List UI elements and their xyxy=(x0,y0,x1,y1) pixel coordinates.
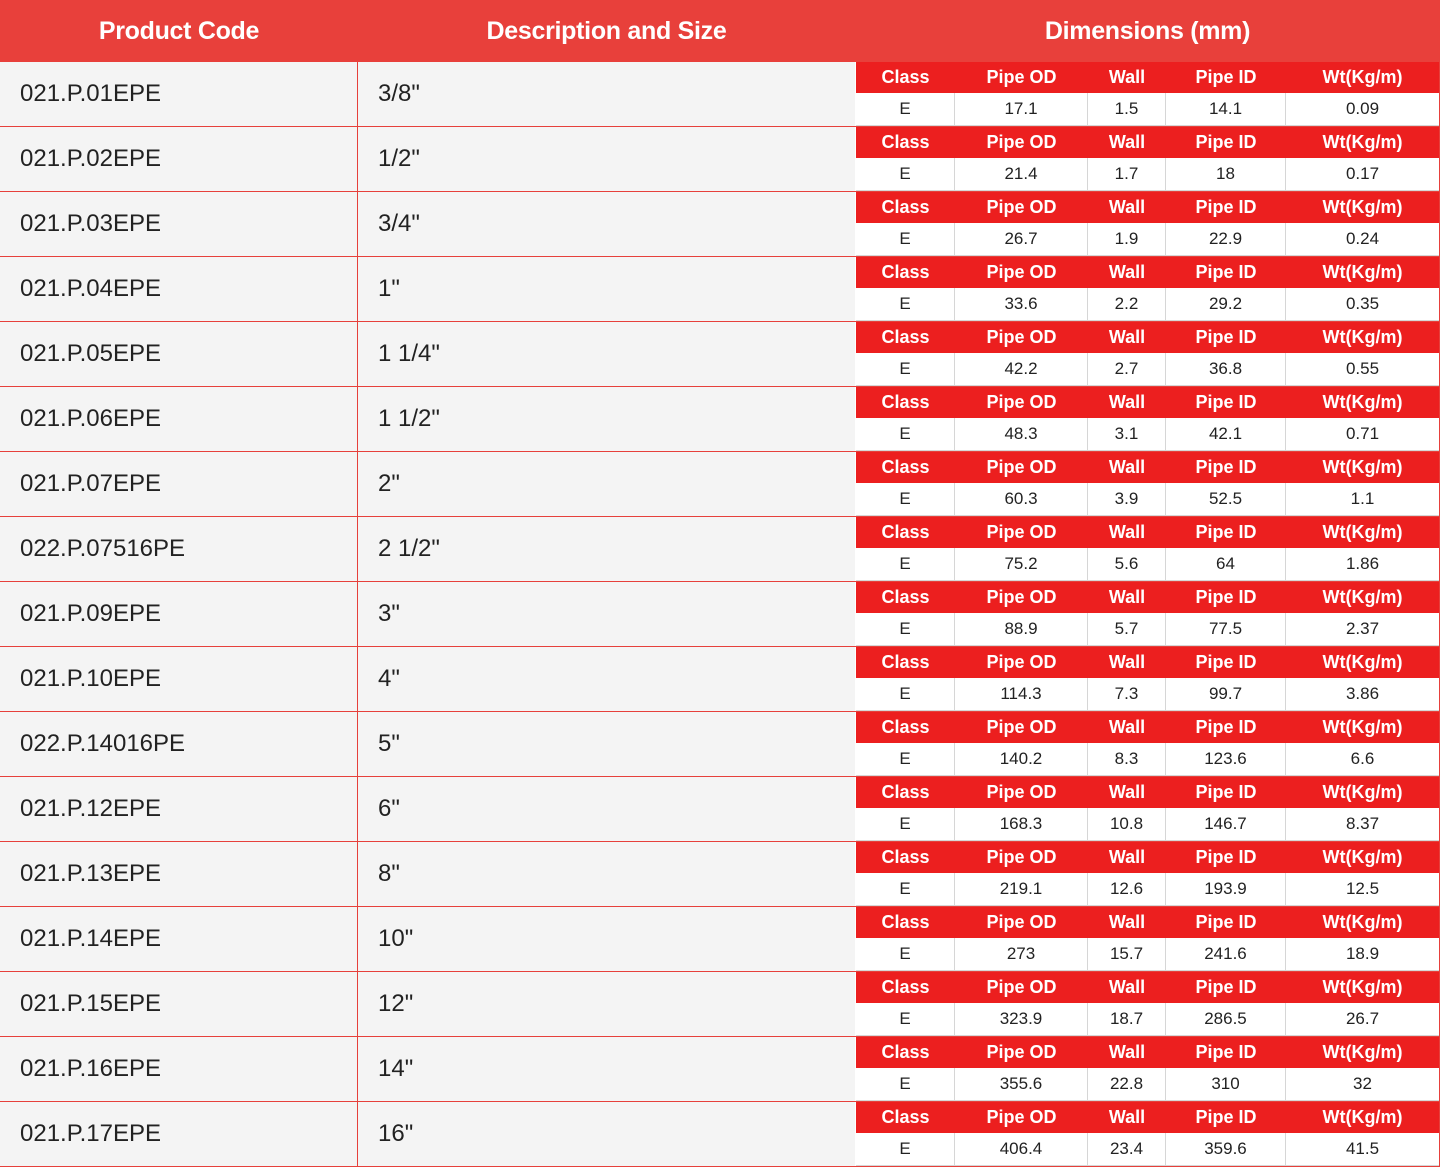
value-weight: 0.17 xyxy=(1286,158,1439,191)
size-cell: 8" xyxy=(358,842,855,906)
sub-header-pipe-id: Pipe ID xyxy=(1195,977,1257,997)
value-wall: 22.8 xyxy=(1088,1068,1166,1101)
value-pipe-id: 22.9 xyxy=(1166,223,1286,256)
size-cell: 4" xyxy=(358,647,855,711)
table-body xyxy=(0,62,1440,1167)
table-row xyxy=(0,907,1440,972)
sub-header-pipe-od: Pipe OD xyxy=(986,977,1057,997)
value-weight: 12.5 xyxy=(1286,873,1439,906)
value-pipe-od: 219.1 xyxy=(955,873,1088,906)
sub-header-class: Class xyxy=(881,67,930,87)
value-class: E xyxy=(856,743,955,776)
size-cell: 14" xyxy=(358,1037,855,1101)
sub-header-pipe-id: Pipe ID xyxy=(1195,327,1257,347)
dimensions-cell xyxy=(855,1102,1440,1166)
sub-header-weight: Wt(Kg/m) xyxy=(1322,132,1403,152)
sub-header-wall: Wall xyxy=(1108,457,1146,477)
value-weight: 3.86 xyxy=(1286,678,1439,711)
dimensions-values xyxy=(856,483,1439,516)
value-pipe-od: 168.3 xyxy=(955,808,1088,841)
value-weight: 0.24 xyxy=(1286,223,1439,256)
value-pipe-od: 21.4 xyxy=(955,158,1088,191)
value-weight: 2.37 xyxy=(1286,613,1439,646)
dimensions-sub-header xyxy=(856,842,1439,873)
dimensions-sub-header xyxy=(856,387,1439,418)
product-code-cell: 021.P.03EPE xyxy=(0,192,358,256)
value-pipe-id: 241.6 xyxy=(1166,938,1286,971)
value-weight: 26.7 xyxy=(1286,1003,1439,1036)
sub-header-class: Class xyxy=(881,327,930,347)
dimensions-cell xyxy=(855,842,1440,906)
value-wall: 3.1 xyxy=(1088,418,1166,451)
dimensions-values xyxy=(856,613,1439,646)
value-wall: 15.7 xyxy=(1088,938,1166,971)
sub-header-pipe-id: Pipe ID xyxy=(1195,392,1257,412)
value-pipe-od: 323.9 xyxy=(955,1003,1088,1036)
sub-header-weight: Wt(Kg/m) xyxy=(1322,652,1403,672)
value-wall: 1.7 xyxy=(1088,158,1166,191)
header-dimensions: Dimensions (mm) xyxy=(1044,16,1251,45)
table-row xyxy=(0,387,1440,452)
sub-header-weight: Wt(Kg/m) xyxy=(1322,67,1403,87)
sub-header-pipe-id: Pipe ID xyxy=(1195,132,1257,152)
sub-header-weight: Wt(Kg/m) xyxy=(1322,717,1403,737)
value-pipe-id: 36.8 xyxy=(1166,353,1286,386)
value-weight: 41.5 xyxy=(1286,1133,1439,1166)
sub-header-weight: Wt(Kg/m) xyxy=(1322,327,1403,347)
dimensions-sub-header xyxy=(856,777,1439,808)
sub-header-pipe-od: Pipe OD xyxy=(986,912,1057,932)
value-wall: 7.3 xyxy=(1088,678,1166,711)
sub-header-class: Class xyxy=(881,457,930,477)
dimensions-sub-header xyxy=(856,712,1439,743)
product-code-cell: 021.P.13EPE xyxy=(0,842,358,906)
value-wall: 18.7 xyxy=(1088,1003,1166,1036)
table-row xyxy=(0,322,1440,387)
value-class: E xyxy=(856,938,955,971)
sub-header-wall: Wall xyxy=(1108,977,1146,997)
sub-header-wall: Wall xyxy=(1108,392,1146,412)
sub-header-weight: Wt(Kg/m) xyxy=(1322,912,1403,932)
product-code-cell: 021.P.17EPE xyxy=(0,1102,358,1166)
sub-header-weight: Wt(Kg/m) xyxy=(1322,847,1403,867)
value-class: E xyxy=(856,678,955,711)
dimensions-sub-header xyxy=(856,582,1439,613)
dimensions-cell xyxy=(855,712,1440,776)
sub-header-weight: Wt(Kg/m) xyxy=(1322,197,1403,217)
sub-header-class: Class xyxy=(881,1042,930,1062)
dimensions-values xyxy=(856,353,1439,386)
sub-header-wall: Wall xyxy=(1108,327,1146,347)
table-row xyxy=(0,712,1440,777)
sub-header-wall: Wall xyxy=(1108,522,1146,542)
dimensions-values xyxy=(856,158,1439,191)
value-pipe-od: 60.3 xyxy=(955,483,1088,516)
sub-header-pipe-od: Pipe OD xyxy=(986,717,1057,737)
dimensions-cell xyxy=(855,127,1440,191)
dimensions-values xyxy=(856,223,1439,256)
value-pipe-od: 406.4 xyxy=(955,1133,1088,1166)
sub-header-weight: Wt(Kg/m) xyxy=(1322,1042,1403,1062)
value-pipe-id: 14.1 xyxy=(1166,93,1286,126)
value-wall: 3.9 xyxy=(1088,483,1166,516)
value-pipe-id: 64 xyxy=(1166,548,1286,581)
size-cell: 5" xyxy=(358,712,855,776)
size-cell: 6" xyxy=(358,777,855,841)
sub-header-class: Class xyxy=(881,782,930,802)
value-wall: 5.7 xyxy=(1088,613,1166,646)
sub-header-pipe-id: Pipe ID xyxy=(1195,717,1257,737)
value-pipe-id: 146.7 xyxy=(1166,808,1286,841)
value-wall: 5.6 xyxy=(1088,548,1166,581)
size-cell: 12" xyxy=(358,972,855,1036)
value-class: E xyxy=(856,288,955,321)
dimensions-sub-header xyxy=(856,192,1439,223)
value-class: E xyxy=(856,353,955,386)
value-wall: 12.6 xyxy=(1088,873,1166,906)
value-weight: 0.35 xyxy=(1286,288,1439,321)
value-pipe-id: 77.5 xyxy=(1166,613,1286,646)
dimensions-sub-header xyxy=(856,452,1439,483)
dimensions-cell xyxy=(855,62,1440,126)
sub-header-class: Class xyxy=(881,197,930,217)
sub-header-class: Class xyxy=(881,262,930,282)
sub-header-pipe-id: Pipe ID xyxy=(1195,262,1257,282)
dimensions-values xyxy=(856,1068,1439,1101)
sub-header-wall: Wall xyxy=(1108,1107,1146,1127)
dimensions-sub-header xyxy=(856,647,1439,678)
value-wall: 2.2 xyxy=(1088,288,1166,321)
sub-header-weight: Wt(Kg/m) xyxy=(1322,587,1403,607)
value-wall: 1.9 xyxy=(1088,223,1166,256)
value-wall: 23.4 xyxy=(1088,1133,1166,1166)
product-code-cell: 021.P.01EPE xyxy=(0,62,358,126)
value-weight: 0.55 xyxy=(1286,353,1439,386)
value-pipe-id: 193.9 xyxy=(1166,873,1286,906)
sub-header-pipe-id: Pipe ID xyxy=(1195,457,1257,477)
dimensions-values xyxy=(856,288,1439,321)
value-weight: 32 xyxy=(1286,1068,1439,1101)
dimensions-values xyxy=(856,808,1439,841)
sub-header-pipe-od: Pipe OD xyxy=(986,392,1057,412)
size-cell: 3/4" xyxy=(358,192,855,256)
value-class: E xyxy=(856,1003,955,1036)
dimensions-sub-header xyxy=(856,972,1439,1003)
product-code-cell: 021.P.15EPE xyxy=(0,972,358,1036)
dimensions-values xyxy=(856,743,1439,776)
sub-header-weight: Wt(Kg/m) xyxy=(1322,457,1403,477)
dimensions-cell xyxy=(855,777,1440,841)
value-weight: 0.09 xyxy=(1286,93,1439,126)
value-weight: 8.37 xyxy=(1286,808,1439,841)
value-weight: 6.6 xyxy=(1286,743,1439,776)
table-header xyxy=(0,0,1440,62)
dimensions-sub-header xyxy=(856,322,1439,353)
value-pipe-od: 140.2 xyxy=(955,743,1088,776)
sub-header-pipe-id: Pipe ID xyxy=(1195,67,1257,87)
size-cell: 1 1/4" xyxy=(358,322,855,386)
size-cell: 3" xyxy=(358,582,855,646)
product-code-cell: 022.P.07516PE xyxy=(0,517,358,581)
sub-header-wall: Wall xyxy=(1108,782,1146,802)
dimensions-cell xyxy=(855,452,1440,516)
sub-header-pipe-id: Pipe ID xyxy=(1195,912,1257,932)
value-class: E xyxy=(856,873,955,906)
dimensions-sub-header xyxy=(856,907,1439,938)
dimensions-sub-header xyxy=(856,257,1439,288)
product-code-cell: 021.P.06EPE xyxy=(0,387,358,451)
sub-header-pipe-od: Pipe OD xyxy=(986,522,1057,542)
dimensions-cell xyxy=(855,192,1440,256)
value-pipe-id: 29.2 xyxy=(1166,288,1286,321)
table-row xyxy=(0,517,1440,582)
size-cell: 1/2" xyxy=(358,127,855,191)
sub-header-weight: Wt(Kg/m) xyxy=(1322,1107,1403,1127)
value-pipe-id: 286.5 xyxy=(1166,1003,1286,1036)
value-pipe-od: 48.3 xyxy=(955,418,1088,451)
value-pipe-od: 355.6 xyxy=(955,1068,1088,1101)
value-pipe-id: 42.1 xyxy=(1166,418,1286,451)
dimensions-values xyxy=(856,1133,1439,1166)
dimensions-values xyxy=(856,678,1439,711)
size-cell: 2" xyxy=(358,452,855,516)
value-pipe-od: 42.2 xyxy=(955,353,1088,386)
sub-header-pipe-od: Pipe OD xyxy=(986,1042,1057,1062)
value-class: E xyxy=(856,418,955,451)
sub-header-pipe-od: Pipe OD xyxy=(986,1107,1057,1127)
value-wall: 10.8 xyxy=(1088,808,1166,841)
sub-header-pipe-id: Pipe ID xyxy=(1195,522,1257,542)
dimensions-values xyxy=(856,873,1439,906)
value-wall: 8.3 xyxy=(1088,743,1166,776)
sub-header-class: Class xyxy=(881,847,930,867)
product-code-cell: 022.P.14016PE xyxy=(0,712,358,776)
value-pipe-id: 99.7 xyxy=(1166,678,1286,711)
sub-header-pipe-id: Pipe ID xyxy=(1195,587,1257,607)
value-pipe-id: 359.6 xyxy=(1166,1133,1286,1166)
table-row xyxy=(0,647,1440,712)
sub-header-pipe-id: Pipe ID xyxy=(1195,1042,1257,1062)
sub-header-pipe-od: Pipe OD xyxy=(986,782,1057,802)
sub-header-weight: Wt(Kg/m) xyxy=(1322,392,1403,412)
table-row xyxy=(0,452,1440,517)
value-weight: 18.9 xyxy=(1286,938,1439,971)
sub-header-pipe-id: Pipe ID xyxy=(1195,197,1257,217)
product-code-cell: 021.P.16EPE xyxy=(0,1037,358,1101)
sub-header-wall: Wall xyxy=(1108,847,1146,867)
value-pipe-id: 52.5 xyxy=(1166,483,1286,516)
sub-header-wall: Wall xyxy=(1108,67,1146,87)
sub-header-wall: Wall xyxy=(1108,262,1146,282)
value-pipe-od: 26.7 xyxy=(955,223,1088,256)
sub-header-class: Class xyxy=(881,522,930,542)
sub-header-class: Class xyxy=(881,587,930,607)
sub-header-wall: Wall xyxy=(1108,1042,1146,1062)
sub-header-wall: Wall xyxy=(1108,652,1146,672)
sub-header-pipe-od: Pipe OD xyxy=(986,457,1057,477)
dimensions-sub-header xyxy=(856,1037,1439,1068)
product-code-cell: 021.P.10EPE xyxy=(0,647,358,711)
sub-header-pipe-od: Pipe OD xyxy=(986,327,1057,347)
dimensions-cell xyxy=(855,257,1440,321)
value-class: E xyxy=(856,548,955,581)
sub-header-wall: Wall xyxy=(1108,717,1146,737)
value-class: E xyxy=(856,223,955,256)
dimensions-cell xyxy=(855,387,1440,451)
value-class: E xyxy=(856,93,955,126)
sub-header-class: Class xyxy=(881,912,930,932)
value-pipe-id: 310 xyxy=(1166,1068,1286,1101)
sub-header-class: Class xyxy=(881,132,930,152)
value-weight: 1.1 xyxy=(1286,483,1439,516)
sub-header-pipe-od: Pipe OD xyxy=(986,67,1057,87)
value-class: E xyxy=(856,158,955,191)
table-row xyxy=(0,257,1440,322)
value-class: E xyxy=(856,808,955,841)
size-cell: 2 1/2" xyxy=(358,517,855,581)
product-code-cell: 021.P.02EPE xyxy=(0,127,358,191)
table-row xyxy=(0,127,1440,192)
header-product-code: Product Code xyxy=(98,16,260,45)
sub-header-wall: Wall xyxy=(1108,197,1146,217)
sub-header-wall: Wall xyxy=(1108,587,1146,607)
dimensions-cell xyxy=(855,582,1440,646)
sub-header-pipe-id: Pipe ID xyxy=(1195,652,1257,672)
sub-header-class: Class xyxy=(881,652,930,672)
size-cell: 1" xyxy=(358,257,855,321)
table-row xyxy=(0,1037,1440,1102)
sub-header-wall: Wall xyxy=(1108,132,1146,152)
sub-header-pipe-od: Pipe OD xyxy=(986,587,1057,607)
sub-header-pipe-od: Pipe OD xyxy=(986,652,1057,672)
sub-header-weight: Wt(Kg/m) xyxy=(1322,782,1403,802)
value-pipe-od: 273 xyxy=(955,938,1088,971)
dimensions-cell xyxy=(855,907,1440,971)
dimensions-cell xyxy=(855,517,1440,581)
value-pipe-id: 123.6 xyxy=(1166,743,1286,776)
value-pipe-od: 75.2 xyxy=(955,548,1088,581)
dimensions-cell xyxy=(855,647,1440,711)
sub-header-class: Class xyxy=(881,977,930,997)
table-row xyxy=(0,62,1440,127)
product-code-cell: 021.P.14EPE xyxy=(0,907,358,971)
value-pipe-od: 114.3 xyxy=(955,678,1088,711)
table-row xyxy=(0,777,1440,842)
sub-header-pipe-id: Pipe ID xyxy=(1195,1107,1257,1127)
product-code-cell: 021.P.07EPE xyxy=(0,452,358,516)
sub-header-class: Class xyxy=(881,717,930,737)
size-cell: 1 1/2" xyxy=(358,387,855,451)
dimensions-sub-header xyxy=(856,1102,1439,1133)
sub-header-pipe-od: Pipe OD xyxy=(986,847,1057,867)
table-row xyxy=(0,842,1440,907)
sub-header-pipe-od: Pipe OD xyxy=(986,132,1057,152)
product-code-cell: 021.P.05EPE xyxy=(0,322,358,386)
dimensions-values xyxy=(856,548,1439,581)
value-pipe-id: 18 xyxy=(1166,158,1286,191)
dimensions-cell xyxy=(855,972,1440,1036)
value-wall: 1.5 xyxy=(1088,93,1166,126)
dimensions-values xyxy=(856,1003,1439,1036)
product-code-cell: 021.P.09EPE xyxy=(0,582,358,646)
sub-header-pipe-id: Pipe ID xyxy=(1195,847,1257,867)
dimensions-cell xyxy=(855,1037,1440,1101)
table-row xyxy=(0,192,1440,257)
dimensions-values xyxy=(856,93,1439,126)
product-code-cell: 021.P.12EPE xyxy=(0,777,358,841)
value-pipe-od: 17.1 xyxy=(955,93,1088,126)
sub-header-weight: Wt(Kg/m) xyxy=(1322,522,1403,542)
sub-header-class: Class xyxy=(881,1107,930,1127)
value-weight: 1.86 xyxy=(1286,548,1439,581)
dimensions-sub-header xyxy=(856,127,1439,158)
sub-header-pipe-od: Pipe OD xyxy=(986,197,1057,217)
value-class: E xyxy=(856,613,955,646)
size-cell: 3/8" xyxy=(358,62,855,126)
product-code-cell: 021.P.04EPE xyxy=(0,257,358,321)
value-weight: 0.71 xyxy=(1286,418,1439,451)
dimensions-values xyxy=(856,418,1439,451)
sub-header-pipe-id: Pipe ID xyxy=(1195,782,1257,802)
value-wall: 2.7 xyxy=(1088,353,1166,386)
dimensions-values xyxy=(856,938,1439,971)
header-description: Description and Size xyxy=(486,16,727,45)
value-class: E xyxy=(856,1068,955,1101)
table-row xyxy=(0,1102,1440,1167)
table-row xyxy=(0,972,1440,1037)
sub-header-weight: Wt(Kg/m) xyxy=(1322,262,1403,282)
value-pipe-od: 33.6 xyxy=(955,288,1088,321)
dimensions-cell xyxy=(855,322,1440,386)
sub-header-pipe-od: Pipe OD xyxy=(986,262,1057,282)
table-row xyxy=(0,582,1440,647)
size-cell: 10" xyxy=(358,907,855,971)
dimensions-sub-header xyxy=(856,517,1439,548)
sub-header-wall: Wall xyxy=(1108,912,1146,932)
sub-header-weight: Wt(Kg/m) xyxy=(1322,977,1403,997)
size-cell: 16" xyxy=(358,1102,855,1166)
sub-header-class: Class xyxy=(881,392,930,412)
value-class: E xyxy=(856,483,955,516)
dimensions-sub-header xyxy=(856,62,1439,93)
value-class: E xyxy=(856,1133,955,1166)
value-pipe-od: 88.9 xyxy=(955,613,1088,646)
